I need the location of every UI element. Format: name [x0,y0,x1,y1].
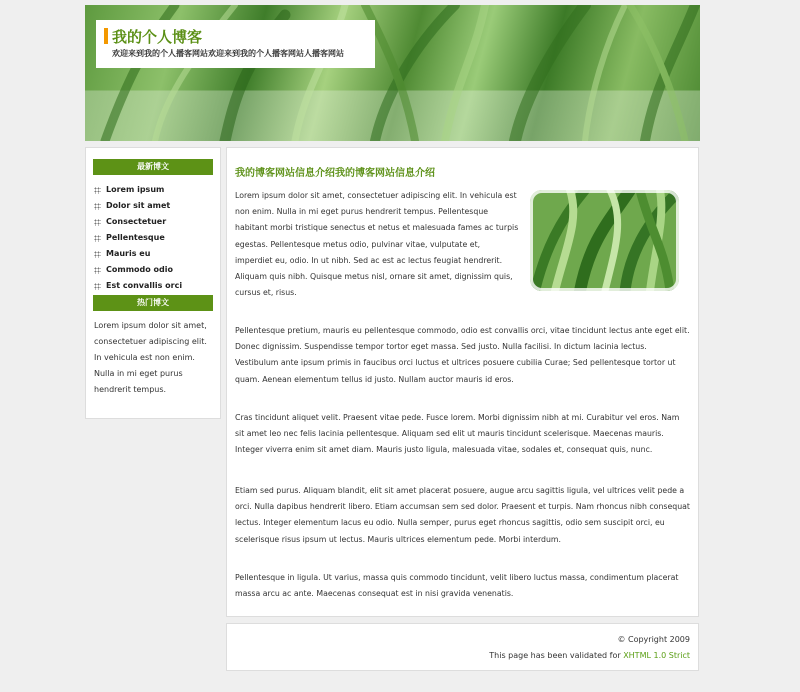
article-paragraph: Pellentesque pretium, mauris eu pellentesque commodo, odio est convallis orci, vitae tincidunt lectus ante eget elit. Donec dignissim. Suspendisse tempor tortor eget massa. Sed justo. Nulla facilisi. In dictum lacinia lectus. Vestibulum ante ipsum primis in faucibus orci luctus et ultrices posuere cubilia Curae; Sed pellentesque tortor ut quam. Aenean elementum tellus id justo. Nullam auctor mauris id eros. [235,326,690,384]
sidebar-link[interactable]: Pellentesque [93,230,182,246]
article-title: 我的博客网站信息介绍我的博客网站信息介绍 [235,168,435,179]
article-paragraph: Etiam sed purus. Aliquam blandit, elit sit amet placerat posuere, augue arcu sagittis ligula, vel ultrices velit pede a orci. Nulla dapibus hendrerit libero. Etiam accumsan sem sed dolor. Praesent et turpis. Nam rhoncus nibh consequat lectus. Integer elementum lacus eu odio. Nulla semper, purus eget rhoncus sagittis, odio sem suscipit orci, eu scelerisque risus ipsum ut lectus. Mauris ultrices elementum pede. Morbi interdum. [235,486,690,544]
grass-photo [530,190,679,291]
footer [226,623,699,671]
sidebar-link[interactable]: Mauris eu [93,246,182,262]
copyright-text: © Copyright 2009 [617,635,690,644]
site-title-box [96,20,375,68]
sidebar-link[interactable]: Est convallis orci [93,278,182,294]
bullet-icon [94,187,101,194]
validation-prefix: This page has been validated for [489,651,624,660]
article-paragraph: Lorem ipsum dolor sit amet, consectetuer adipiscing elit. In vehicula est non enim. Nulla in mi eget purus hendrerit tempus. Pellentesque habitant morbi tristique senectus et netus et malesuada fames ac turpis egestas. Pellentesque metus odio, pulvinar vitae, vulputate et, imperdiet eu, odio. In ut nibh. Sed ac est ac lectus feugiat hendrerit. Aliquam quis nibh. Quisque metus nisl, ornare sit amet, dignissim quis, cursus et, risus. [235,191,519,298]
main-content [226,147,699,617]
article-paragraph: Cras tincidunt aliquet velit. Praesent vitae pede. Fusce lorem. Morbi dignissim nibh at mi. Curabitur vel eros. Nam sit amet leo nec felis lacinia pellentesque. Aliquam sed elit ut mauris tincidunt scelerisque. Maecenas mauris. Integer viverra enim sit amet diam. Mauris justo ligula, malesuada vitae, sodales et, consequat quis, nunc. [235,413,680,455]
sidebar-link[interactable]: Lorem ipsum [93,182,182,198]
xhtml-strict-link[interactable]: XHTML 1.0 Strict [623,651,690,660]
sidebar-link[interactable]: Commodo odio [93,262,182,278]
title-accent-bar [104,28,108,44]
bullet-icon [94,251,101,258]
sidebar-link-list [93,182,182,294]
bullet-icon [94,283,101,290]
bullet-icon [94,203,101,210]
sidebar-heading-popular: 热门博文 [93,295,213,311]
article-paragraph: Pellentesque in ligula. Ut varius, massa quis commodo tincidunt, velit libero luctus massa, condimentum placerat massa arcu ac ante. Maecenas consequat est in nisi gravida venenatis. [235,573,679,599]
sidebar-heading-latest: 最新博文 [93,159,213,175]
validation-text [489,651,690,660]
site-subtitle: 欢迎来到我的个人播客网站欢迎来到我的个人播客网站人播客网站 [112,49,344,58]
site-title[interactable]: 我的个人博客 [112,28,203,46]
bullet-icon [94,267,101,274]
header-banner [85,5,700,141]
bullet-icon [94,235,101,242]
sidebar-link[interactable]: Consectetuer [93,214,182,230]
sidebar [85,147,221,419]
bullet-icon [94,219,101,226]
sidebar-popular-text: Lorem ipsum dolor sit amet, consectetuer adipiscing elit. In vehicula est non enim. Nulla in mi eget purus hendrerit tempus. [94,321,207,394]
sidebar-link[interactable]: Dolor sit amet [93,198,182,214]
